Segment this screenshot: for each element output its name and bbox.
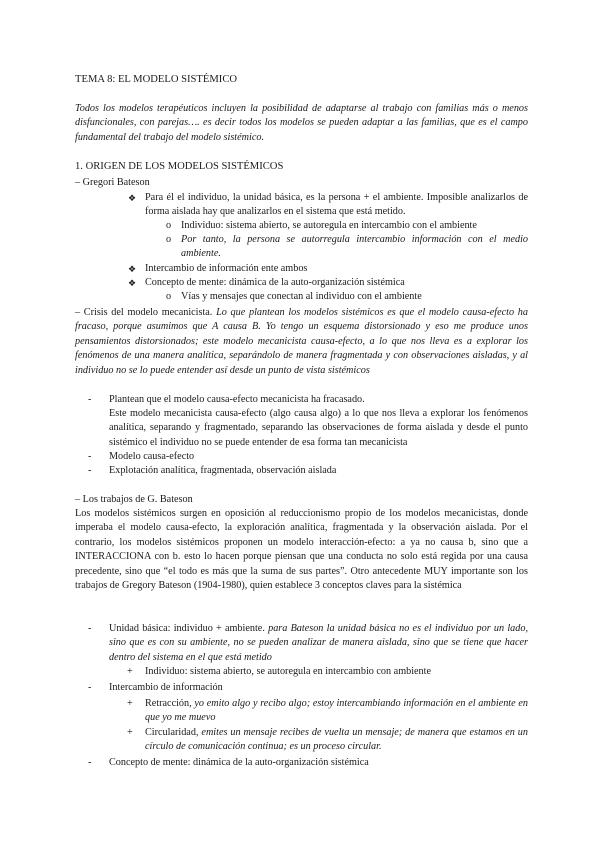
plus-bullet-icon: + — [127, 666, 133, 677]
list-item: Plantean que el modelo causa-efecto mecanicista ha fracasado. — [109, 394, 365, 405]
bullet-text: Intercambio de información ente ambos — [145, 263, 308, 274]
dash-bullet-icon: - — [88, 757, 92, 768]
concept-lead: Unidad básica: individuo + ambiente. — [109, 623, 265, 634]
concept-sub-italic: yo emito algo y recibo algo; estoy intercambiando información en el ambiente en que yo me muevo — [145, 698, 528, 724]
bullet-text: Para él el individuo, la unidad básica, es la persona + el ambiente. Imposible analizarlos de forma aislada hay que analizarlos en el sistema que está metido. — [145, 192, 528, 218]
diamond-bullet-icon: ❖ — [128, 278, 137, 288]
concept-item: Concepto de mente: dinámica de la auto-organización sistémica — [109, 757, 369, 768]
dash-bullet-icon: - — [88, 394, 92, 405]
bullet-text: Concepto de mente: dinámica de la auto-organización sistémica — [145, 277, 405, 288]
crisis-lead: – Crisis del modelo mecanicista. — [75, 307, 213, 318]
concept-italic: para Bateson la unidad básica no es el individuo por un lado, sino que es con su ambiente, no se pueden analizar de manera aislada, sino que se tiene que hacer dentro del sistema en el que está metido — [109, 623, 528, 663]
trabajos-paragraph: Los modelos sistémicos surgen en oposición al reduccionismo propio de los modelos mecanicistas, donde imperaba el modelo causa-efecto, la exploración analítica, fragmentada y la observación aislada. Por el contrario, los modelos sistémicos proponen un modelo interacción-efecto: a ya no causa b, sino que a INTERACCIONA con b. esto lo hacen porque piensan que una conducta no solo está regida por una causa precedente, sino que “el todo es más que la suma de sus partes”. Otro antecedente MUY importante son los trabajos de Gregory Bateson (1904-1980), quien establece 3 conceptos claves para la sistémica — [75, 508, 528, 592]
crisis-italic: Lo que plantean los modelos sistémicos es que el modelo causa-efecto ha fracaso, porque asumimos que A causa B. Yo tengo un esquema distorsionado y eso me produce unos pensamientos distorsionados; este modelo mecanicista causa-efecto, a lo que nos lleva es a explorar los fenómenos de una manera analítica, separándolo de manera fragmentada y con observaciones aisladas, y al individuo no se lo puede entender así desde un punto de vista sistémicos — [75, 307, 528, 376]
concept-sub-lead: Retracción, — [145, 698, 192, 709]
concept-sub-item — [145, 697, 528, 726]
diamond-bullet-icon: ❖ — [128, 193, 137, 203]
section-heading: 1. ORIGEN DE LOS MODELOS SISTÉMICOS — [75, 161, 284, 172]
concept-item — [109, 622, 528, 665]
list-item: Explotación analítica, fragmentada, observación aislada — [109, 465, 337, 476]
dash-bullet-icon: - — [88, 465, 92, 476]
dash-bullet-icon: - — [88, 451, 92, 462]
concept-item: Intercambio de información — [109, 682, 223, 693]
sub-bullet-text: Individuo: sistema abierto, se autoregula en intercambio con el ambiente — [181, 220, 477, 231]
concept-sub-lead: Circularidad, — [145, 727, 199, 738]
plus-bullet-icon: + — [127, 727, 133, 738]
concept-sub-italic: emites un mensaje recibes de vuelta un mensaje; de manera que estamos en un círculo de comunicación continua; es un proceso circular. — [145, 727, 528, 753]
subsection-heading: – Los trabajos de G. Bateson — [75, 494, 193, 505]
circle-bullet-icon: o — [166, 291, 172, 302]
dash-bullet-icon: - — [88, 682, 92, 693]
author-heading: – Gregori Bateson — [75, 177, 150, 188]
circle-bullet-icon: o — [166, 220, 172, 231]
sub-bullet-text: Por tanto, la persona se autorregula intercambio información con el medio ambiente. — [181, 234, 528, 260]
intro-paragraph: Todos los modelos terapéuticos incluyen la posibilidad de adaptarse al trabajo con familias más o menos disfuncionales, con parejas…. es decir todos los modelos se pueden adaptar a las familias, que es el campo fundamental del trabajo del modelo sistémico. — [75, 103, 528, 143]
concept-sub-item: Individuo: sistema abierto, se autoregula en intercambio con ambiente — [145, 666, 432, 677]
circle-bullet-icon: o — [166, 234, 172, 245]
diamond-bullet-icon: ❖ — [128, 264, 137, 274]
crisis-paragraph — [75, 306, 528, 378]
sub-bullet-text: Vías y mensajes que conectan al individuo con el ambiente — [181, 291, 422, 302]
concept-sub-item — [145, 726, 528, 755]
page-title: TEMA 8: EL MODELO SISTÉMICO — [75, 74, 238, 85]
list-item: Modelo causa-efecto — [109, 451, 195, 462]
dash-bullet-icon: - — [88, 623, 92, 634]
list-item-continuation: Este modelo mecanicista causa-efecto (algo causa algo) a lo que nos lleva a explorar los fenómenos analítica, separando y fragmentado, separando las observaciones de forma aislada y desde el punto sistémico el individuo no se puede entender de esa forma tan mecanicista — [109, 408, 528, 448]
plus-bullet-icon: + — [127, 698, 133, 709]
